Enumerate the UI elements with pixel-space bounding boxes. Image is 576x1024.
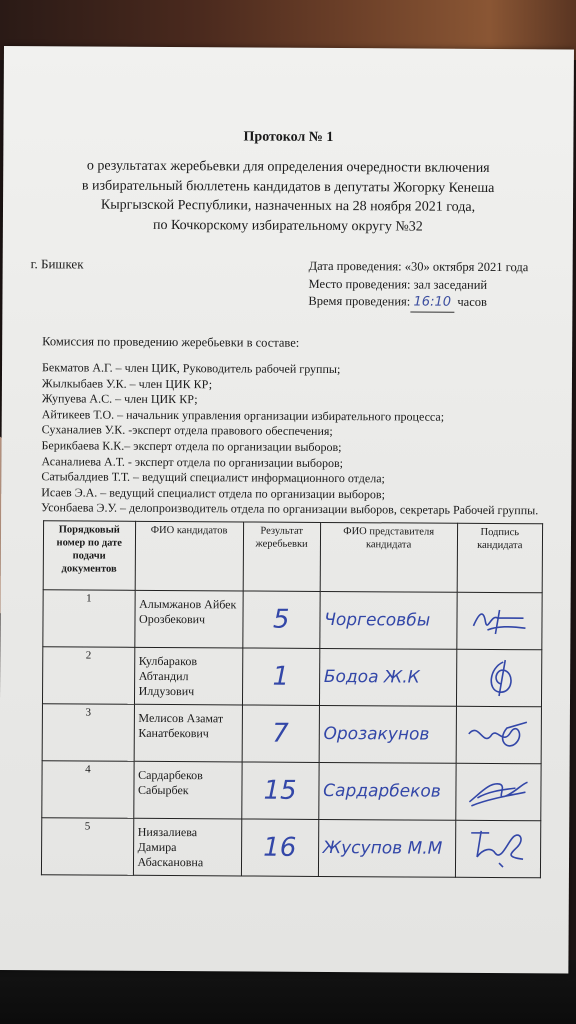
place-line: Место проведения: зал заседаний: [308, 276, 488, 292]
order-number: 1: [43, 590, 135, 648]
representative-handwritten: Чоргесовбы: [320, 591, 457, 649]
candidate-name: Сардарбеков Сабырбек: [133, 761, 241, 819]
table-row: [42, 647, 541, 707]
header-order-number: Порядковый номер по дате подачи документов: [43, 521, 135, 591]
document-subtitle: [43, 156, 533, 237]
lottery-result-handwritten: 16: [241, 819, 319, 876]
city-label: г. Бишкек: [30, 256, 84, 272]
candidate-name: Алымжанов Айбек Орозбекович: [134, 590, 242, 648]
representative-handwritten: Орозакунов: [319, 705, 456, 763]
table-row: [42, 704, 541, 764]
subtitle-line: по Кочкорскому избирательному округу №32: [152, 217, 423, 235]
representative-handwritten: Жусупов М.М: [318, 819, 455, 877]
protocol-sheet: [0, 46, 574, 973]
order-number: 3: [42, 704, 134, 762]
header-candidate-signature: Подпись кандидата: [457, 523, 543, 593]
commission-heading: Комиссия по проведению жеребьевки в составе:: [42, 334, 300, 350]
date-line: Дата проведения: «30» октября 2021 года: [308, 258, 529, 275]
representative-handwritten: Сардарбеков: [319, 762, 456, 820]
member-line: Сатыбалдиев Т.Т. – ведущий специалист информационного отдела;: [41, 469, 385, 486]
table-header-row: [43, 521, 542, 593]
signature-cell: [455, 820, 541, 878]
member-line: Жупуева А.С. – член ЦИК КР;: [41, 391, 198, 407]
member-line: Жылкыбаев У.К. – член ЦИК КР;: [41, 375, 213, 391]
signature-image: [466, 716, 530, 754]
time-suffix: часов: [457, 294, 488, 309]
subtitle-line: Кыргызской Республики, назначенных на 28 ноября 2021 года,: [100, 197, 476, 215]
lottery-result-handwritten: 7: [242, 705, 320, 762]
meeting-details: [308, 258, 528, 313]
header-representative-name: ФИО представителя кандидата: [320, 522, 457, 592]
candidate-name: Ниязалиева Дамира Абаскановна: [133, 818, 241, 876]
signature-cell: [456, 649, 542, 707]
order-number: 4: [42, 761, 134, 819]
table-row: [43, 590, 542, 650]
lottery-result-handwritten: 15: [241, 762, 319, 819]
subtitle-line: в избирательный бюллетень кандидатов в депутаты Жогорку Кенеша: [81, 177, 495, 196]
order-number: 5: [41, 818, 133, 876]
header-lottery-result: Результат жеребьевки: [243, 522, 321, 591]
document-title: Протокол № 1: [243, 129, 334, 146]
order-number: 2: [42, 647, 134, 705]
signature-image: [469, 658, 529, 698]
member-line: Бекматов А.Г. – член ЦИК, Руководитель рабочей группы;: [41, 360, 341, 377]
lottery-result-handwritten: 5: [242, 591, 320, 648]
candidate-name: Кулбараков Абтандил Илдузович: [134, 647, 242, 705]
time-line: [308, 293, 528, 313]
member-line: Айтикеев Т.О. – начальник управления организации избирательного процесса;: [41, 407, 445, 424]
member-line: Исаев Э.А. – ведущий специалист отдела по организации выборов;: [41, 484, 386, 502]
table-row: [41, 818, 540, 878]
lottery-result-handwritten: 1: [242, 648, 320, 705]
subtitle-line: о результатах жеребьевки для определения очередности включения: [86, 158, 490, 176]
signature-cell: [456, 706, 542, 764]
signature-image: [465, 827, 531, 871]
signature-cell: [455, 763, 541, 821]
lottery-results-table: [41, 520, 543, 878]
time-value-handwritten: 16:10: [410, 293, 454, 312]
member-line: Усонбаева Э.У. – делопроизводитель отдела по организации выборов, секретарь Рабочей группы.: [41, 500, 539, 518]
table-row: [42, 761, 541, 821]
representative-handwritten: Бодоа Ж.К: [319, 648, 456, 706]
member-line: Суханалиев У.К. -эксперт отдела правового обеспечения;: [41, 422, 333, 439]
signature-image: [465, 774, 531, 810]
commission-members: [41, 360, 539, 519]
time-label: Время проведения:: [308, 293, 411, 309]
signature-image: [469, 604, 529, 638]
header-candidate-name: ФИО кандидатов: [135, 521, 243, 591]
member-line: Берикбаева К.К.– эксперт отдела по организации выборов;: [41, 438, 342, 455]
candidate-name: Мелисов Азамат Канатбекович: [134, 704, 242, 762]
signature-cell: [456, 592, 542, 650]
member-line: Асаналиева А.Т. - эксперт отдела по организации выборов;: [41, 453, 344, 470]
